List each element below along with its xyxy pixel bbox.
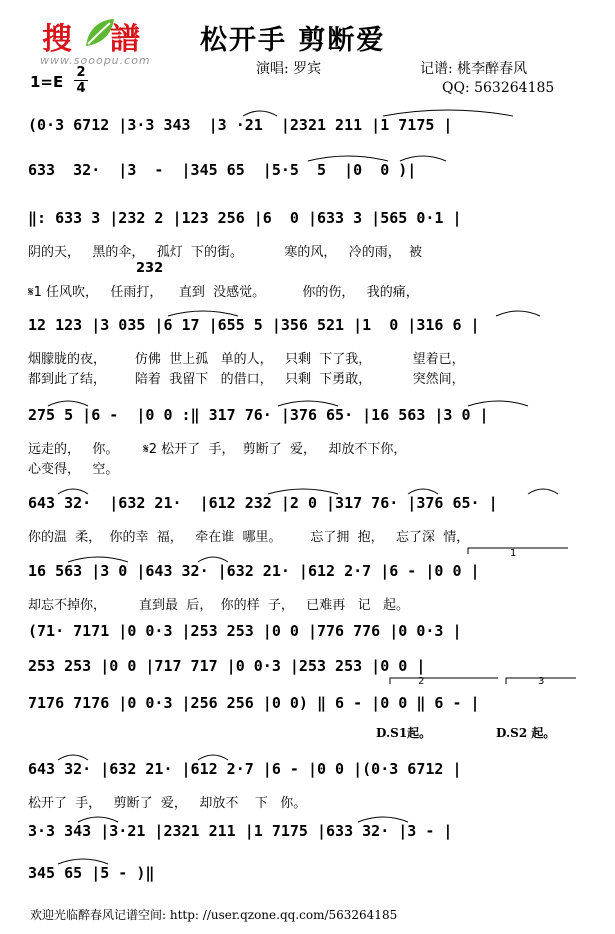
score-line-1 — [28, 116, 579, 146]
notation: 3·3 343 |3·21 |2321 211 |1 7175 |633 32· |3 - | — [28, 822, 453, 840]
score-line-11 — [28, 760, 579, 811]
lyric-line-1: 松开了 手， 剪断了 爱， 却放不 下 你。 — [28, 796, 307, 811]
logo-char-1: 搜 — [42, 22, 73, 57]
time-signature-bottom: 4 — [76, 81, 86, 96]
transcriber: 记谱: 桃李醉春风 — [420, 61, 528, 77]
notation: 345 65 |5 - )‖ — [28, 864, 155, 882]
notation: 16 563 |3 0 |643 32· |632 21· |612 2·7 |6 - |0 0 | — [28, 562, 480, 580]
notation: (0·3 6712 |3·3 343 |3 ·21 |2321 211 |1 7175 | — [28, 116, 453, 134]
notation: ‖: 633 3 |232 2 |123 256 |6 0 |633 3 |565 0·1 | — [28, 209, 462, 227]
notation: (71· 7171 |0 0·3 |253 253 |0 0 |776 776 |0 0·3 | — [28, 622, 462, 640]
notation: 633 32· |3 - |345 65 |5·5 5 |0 0 )| — [28, 161, 417, 179]
volta-2-label: 2 — [418, 676, 425, 687]
volta-1-label: 1 — [510, 548, 517, 559]
logo-url: www.sooopu.com — [40, 54, 151, 67]
score-line-4 — [28, 316, 579, 387]
volta-3-label: 3 — [538, 676, 545, 687]
score-line-7 — [28, 548, 579, 613]
lyric-line-1: 你的温 柔， 你的幸 福， 牵在谁 哪里。 忘了拥 抱， 忘了深 情， — [28, 530, 470, 545]
logo-char-2: 譜 — [110, 22, 140, 57]
time-signature-top: 2 — [76, 65, 86, 80]
score-line-6 — [28, 494, 579, 545]
lyric-line-2: 心变得， 空。 — [28, 462, 119, 477]
score-line-8 — [28, 622, 579, 652]
singer: 演唱: 罗宾 — [256, 61, 322, 77]
score-line-13 — [28, 864, 579, 894]
time-signature — [74, 66, 88, 95]
notation: 643 32· |632 21· |612 2·7 |6 - |0 0 |(0·3 6712 | — [28, 760, 462, 778]
lyric-line-1: 远走的， 你。 𝄋2 松开了 手， 剪断了 爱， 却放不下你， — [28, 442, 407, 457]
footer-text: 欢迎光临醉春风记谱空间: http: //user.qzone.qq.com/563264185 — [30, 908, 398, 922]
ds1-mark: D.S1起。 — [376, 726, 432, 740]
lyric-line-1: 却忘不掉你， 直到最 后， 你的样 子， 已难再 记 起。 — [28, 598, 410, 613]
score-line-10 — [28, 676, 579, 740]
lyric-line-1: 阴的天， 黑的伞， 孤灯 下的街。 寒的风， 冷的雨， 被 — [28, 245, 423, 260]
notation: 275 5 |6 - |0 0 :‖ 317 76· |376 65· |16 563 |3 0 | — [28, 406, 489, 424]
score-line-5 — [28, 406, 579, 477]
qq-number: QQ: 563264185 — [442, 80, 555, 96]
notation: 12 123 |3 035 |6 17 |655 5 |356 521 |1 0 |316 6 | — [28, 316, 480, 334]
key-signature: 1=E — [30, 73, 64, 91]
lyric-line-2: 𝄋1 任风吹， 任雨打， 直到 没感觉。 你的伤， 我的痛， — [28, 285, 419, 300]
notation: 7176 7176 |0 0·3 |256 256 |0 0) ‖ 6 - |0 0 ‖ 6 - | — [28, 694, 480, 712]
song-title: 松开手 剪断爱 — [200, 25, 386, 56]
lyric-line-1: 烟朦胧的夜， 仿佛 世上孤 单的人， 只剩 下了我， 望着已， — [28, 352, 465, 367]
score-line-2 — [28, 161, 579, 191]
notation: 253 253 |0 0 |717 717 |0 0·3 |253 253 |0 0 | — [28, 657, 426, 675]
score-line-3 — [28, 209, 579, 300]
logo — [40, 14, 160, 70]
ds2-mark: D.S2 起。 — [496, 726, 556, 740]
alt-notes: 232 — [136, 261, 164, 276]
notation: 643 32· |632 21· |612 232 |2 0 |317 76· |376 65· | — [28, 494, 498, 512]
lyric-line-2: 都到此了结， 陪着 我留下 的借口， 只剩 下勇敢， 突然间， — [28, 372, 465, 387]
